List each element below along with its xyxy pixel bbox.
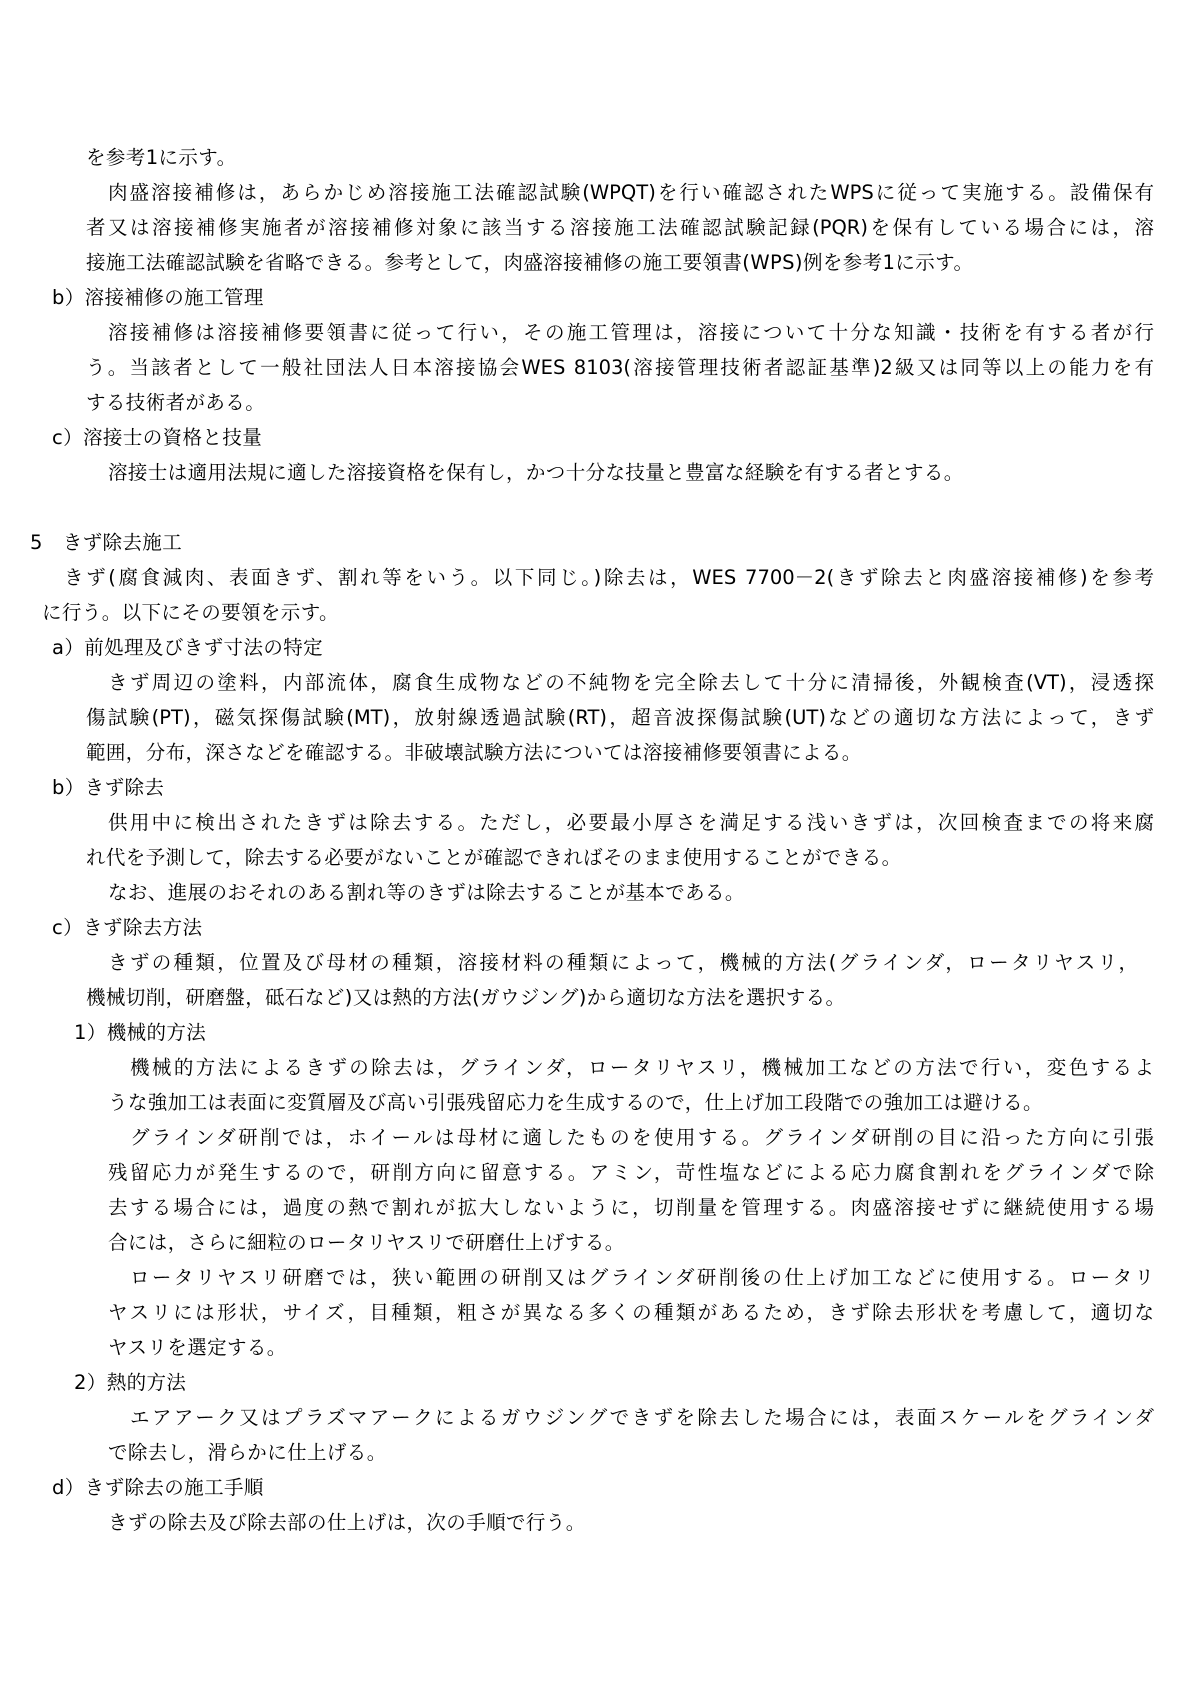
text-line: う。当該者として一般社団法人日本溶接協会WES 8103(溶接管理技術者認証基準)2級又は同等以上の能力を有 xyxy=(86,356,1154,379)
text-line: ヤスリには形状，サイズ，目種類，粗さが異なる多くの種類があるため，きず除去形状を考慮して，適切な xyxy=(108,1301,1154,1324)
text-line: 2）熱的方法 xyxy=(74,1371,187,1394)
text-line: 去する場合には，過度の熱で割れが拡大しないように，切削量を管理する。肉盛溶接せずに継続使用する場 xyxy=(108,1196,1154,1219)
text-line: 機械的方法によるきずの除去は，グラインダ，ロータリヤスリ，機械加工などの方法で行い，変色するよ xyxy=(130,1056,1154,1079)
text-line: を参考1に示す。 xyxy=(86,146,237,169)
text-line: 1）機械的方法 xyxy=(74,1021,207,1044)
text-line: 接施工法確認試験を省略できる。参考として，肉盛溶接補修の施工要領書(WPS)例を参考1に示す。 xyxy=(86,251,974,274)
text-line: 溶接士は適用法規に適した溶接資格を保有し，かつ十分な技量と豊富な経験を有する者とする。 xyxy=(108,461,964,484)
text-line: なお、進展のおそれのある割れ等のきずは除去することが基本である。 xyxy=(108,881,745,904)
text-line: 5 きず除去施工 xyxy=(30,531,183,554)
text-line: 範囲，分布，深さなどを確認する。非破壊試験方法については溶接補修要領書による。 xyxy=(86,741,862,764)
text-line: ヤスリを選定する。 xyxy=(108,1336,287,1359)
text-line: 供用中に検出されたきずは除去する。ただし，必要最小厚さを満足する浅いきずは，次回検査までの将来腐 xyxy=(108,811,1154,834)
text-line: きずの種類，位置及び母材の種類，溶接材料の種類によって，機械的方法(グラインダ，ロータリヤスリ， xyxy=(108,951,1138,974)
text-line: れ代を予測して，除去する必要がないことが確認できればそのまま使用することができる。 xyxy=(86,846,902,869)
text-line: 肉盛溶接補修は，あらかじめ溶接施工法確認試験(WPQT)を行い確認されたWPSに従って実施する。設備保有 xyxy=(108,181,1154,204)
text-line: c）溶接士の資格と技量 xyxy=(52,426,263,449)
text-line: うな強加工は表面に変質層及び高い引張残留応力を生成するので，仕上げ加工段階での強加工は避ける。 xyxy=(108,1091,1043,1114)
text-line: d）きず除去の施工手順 xyxy=(52,1476,264,1499)
text-line: 溶接補修は溶接補修要領書に従って行い，その施工管理は，溶接について十分な知識・技術を有する者が行 xyxy=(108,321,1154,344)
text-line: きず周辺の塗料，内部流体，腐食生成物などの不純物を完全除去して十分に清掃後，外観検査(VT)，浸透探 xyxy=(108,671,1154,694)
text-line: 機械切削，研磨盤，砥石など)又は熱的方法(ガウジング)から適切な方法を選択する。 xyxy=(86,986,846,1009)
text-line: する技術者がある。 xyxy=(86,391,266,414)
text-line: c）きず除去方法 xyxy=(52,916,203,939)
text-line: b）きず除去 xyxy=(52,776,165,799)
text-line: b）溶接補修の施工管理 xyxy=(52,286,264,309)
text-line: きず(腐食減肉、表面きず、割れ等をいう。以下同じ。)除去は，WES 7700－2(きず除去と肉盛溶接補修)を参考 xyxy=(64,566,1154,589)
text-line: に行う。以下にその要領を示す。 xyxy=(42,601,339,624)
text-line: 者又は溶接補修実施者が溶接補修対象に該当する溶接施工法確認試験記録(PQR)を保有している場合には，溶 xyxy=(86,216,1154,239)
text-line: 合には，さらに細粒のロータリヤスリで研磨仕上げする。 xyxy=(108,1231,625,1254)
text-line: a）前処理及びきず寸法の特定 xyxy=(52,636,324,659)
text-line: 傷試験(PT)，磁気探傷試験(MT)，放射線透過試験(RT)，超音波探傷試験(UT)などの適切な方法によって，きず xyxy=(86,706,1154,729)
text-line: エアアーク又はプラズマアークによるガウジングできずを除去した場合には，表面スケールをグラインダ xyxy=(130,1406,1154,1429)
text-line: で除去し，滑らかに仕上げる。 xyxy=(108,1441,387,1464)
text-line: グラインダ研削では，ホイールは母材に適したものを使用する。グラインダ研削の目に沿った方向に引張 xyxy=(130,1126,1154,1149)
text-line: きずの除去及び除去部の仕上げは，次の手順で行う。 xyxy=(108,1511,586,1534)
text-line: ロータリヤスリ研磨では，狭い範囲の研削又はグラインダ研削後の仕上げ加工などに使用する。ロータリ xyxy=(130,1266,1154,1289)
text-line: 残留応力が発生するので，研削方向に留意する。アミン，苛性塩などによる応力腐食割れをグラインダで除 xyxy=(108,1161,1154,1184)
